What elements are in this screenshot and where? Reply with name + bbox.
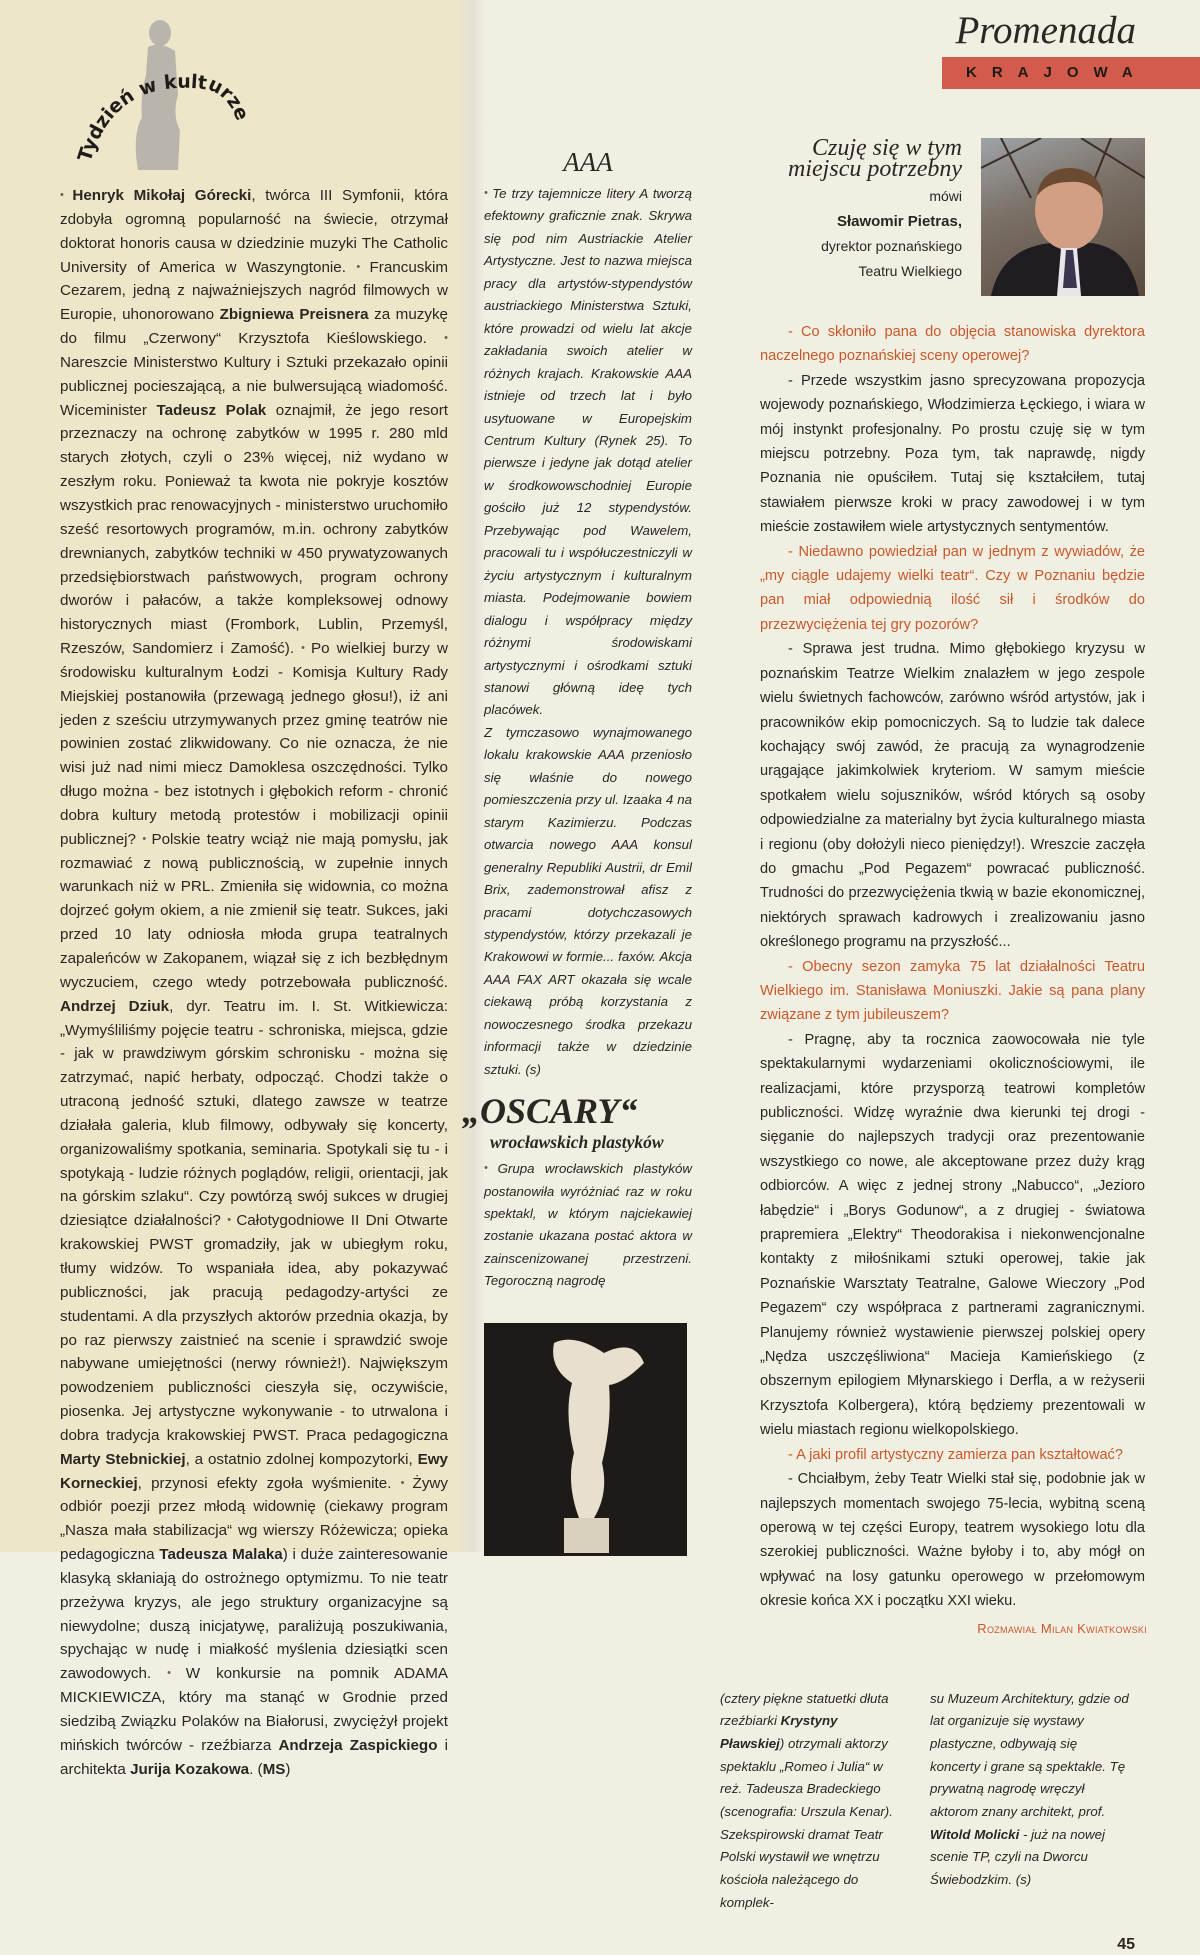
oscary-continuation xyxy=(720,1688,1145,1915)
text-run: - już na nowej scenie TP, czyli na Dworcu Świebodzkim. (s) xyxy=(930,1826,1106,1888)
bold-name: Zbigniewa Preisnera xyxy=(219,306,369,324)
interview-header xyxy=(762,135,962,296)
text-run: za muzykę do filmu „Czerwony“ Krzysztofa Kieślowskiego. xyxy=(60,306,448,348)
text-run: , przynosi efekty zgoła wyśmienite. xyxy=(137,1474,401,1492)
text-run: Grupa wrocławskich plastyków postanowiła wyróżniać raz w roku spektakl, w którym najciekawiej zostanie ukazana postać aktora w zainscenizowanej przestrzeni. Tegoroczną nagrodę xyxy=(484,1161,692,1289)
interview-question: - Niedawno powiedział pan w jednym z wywiadów, że „my ciągle udajemy wielki teatr“. Czy w Poznaniu będzie pan miał odpowiednią ilość sił i środków do przezwyciężenia tej gry pozorów? xyxy=(760,543,1145,633)
interview-byline: Rozmawiał Milan Kwiatkowski xyxy=(977,1620,1147,1636)
news-column xyxy=(60,184,448,1782)
text-run: ) otrzymali aktorzy spektaklu „Romeo i Julia“ w reż. Tadeusza Bradeckiego (scenografia: Urszula Kenar). Szekspirowski dramat Teatr Polski wystawił we wnętrzu kościoła należącego do komplek- xyxy=(720,1735,893,1910)
bold-name: Witold Molicki xyxy=(930,1826,1020,1842)
interview-answer: - Przede wszystkim jasno sprecyzowana propozycja wojewody poznańskiego, Włodzimierza Łęckiego, i wiara w mój instynkt profesjonalny. Po prostu czuję się w tym miejscu potrzebny. Poza tym, tak naprawdę, nigdy Poznania nie opuściłem. Tutaj się kształciłem, tutaj stawiałem pierwsze kroki w pracy zawodowej i w tym mieście zostawiłem wiele artystycznych sentymentów. xyxy=(760,372,1145,536)
bold-name: Jurija Kozakowa xyxy=(130,1760,250,1778)
text-run: . ( xyxy=(249,1760,263,1778)
bullet-icon: • xyxy=(484,187,493,199)
text-run: Po wielkiej burzy w środowisku kulturalnym Łodzi - Komisja Kultury Rady Miejskiej postanowiła (przewagą jednego głosu!), iż ani jeden z sześciu utrzymywanych przez gminę teatrów nie powinien zostać zlikwidowany. Co nie oznacza, że nie wisi już nad nimi miecz Damoklesa oszczędności. Tylko długo można - bez istotnych i głębokich reform - chronić dobra kultury metodą protestów i mobilizacji opinii publicznej? xyxy=(60,640,448,848)
bullet-icon: • xyxy=(301,642,311,655)
bullet-icon: • xyxy=(444,332,448,345)
page-number: 45 xyxy=(1117,1935,1135,1953)
text-run: Z tymczasowo wynajmowanego lokalu krakowskie AAA przeniosło się właśnie do nowego pomieszczenia przy ul. Izaaka 4 na starym Kazimierzu. Podczas otwarcia nowego AAA konsul generalny Republiki Austrii, dr Emil Brix, zademonstrował afisz z pracami dotychczasowych stypendystów, którzy przekazali je Krakowowi w formie... faxów. Akcja AAA FAX ART okazała się wcale ciekawą próbą korzystania z nowoczesnego środka przekazu informacji także w dziedzinie sztuki. (s) xyxy=(484,724,692,1077)
text-run: , a ostatnio zdolnej kompozytorki, xyxy=(185,1450,418,1468)
interview-answer: - Chciałbym, żeby Teatr Wielki stał się, podobnie jak w najlepszych momentach swojego 75-lecia, wybitną sceną operową w tej części Europy, teatrem wysokiego lotu dla szerokiej publiczności. Ważne byłoby i to, aby mógł on wpływać na losy gatunku operowego w przełomowym okresie końca XX i początku XXI wieku. xyxy=(760,1471,1145,1610)
bullet-icon: • xyxy=(484,1162,498,1175)
interview-says: mówi xyxy=(929,188,962,204)
interviewee-role-1: dyrektor poznańskiego xyxy=(821,238,962,254)
section-subtitle-bar xyxy=(942,57,1200,89)
oscary-subheading: wrocławskich plastyków xyxy=(490,1132,664,1153)
text-run: Francuskim Cezarem, jedną z najważniejszych nagród filmowych w Europie, uhonorowano xyxy=(60,258,448,324)
sculpture-photo xyxy=(484,1323,687,1556)
interview-question: - Co skłoniło pana do objęcia stanowiska dyrektora naczelnego poznańskiej sceny operowej? xyxy=(760,324,1145,365)
interview-header-row xyxy=(720,135,1145,296)
text-run: Całotygodniowe II Dni Otwarte krakowskiej PWST gromadziły, jak w ubiegłym roku, tłumy widzów. To wspaniała idea, aby pokazywać publiczności, jak pracują pedagodzy-artyści ze studentami. A dla przyszłych aktorów przednia okazja, by po raz pierwszy zaistnieć na scenie i sprawdzić swoje nabywane umiejętności (nerwy również!). Największym powodzeniem publiczności cieszyła się, oczywiście, piosenka. Jej artystyczne wykonywanie - to utrwalona i dobra tradycja krakowskiej PWST. Praca pedagogiczna xyxy=(60,1212,448,1444)
bullet-icon: • xyxy=(400,1476,413,1489)
text-run: ) xyxy=(285,1760,291,1778)
column-logo-text: Tydzień w kulturze xyxy=(73,70,254,165)
paragraph xyxy=(484,182,692,722)
bullet-icon: • xyxy=(167,1667,186,1680)
section-title: Promenada xyxy=(955,9,1136,52)
interview-body xyxy=(760,320,1145,1614)
bullet-icon: • xyxy=(227,1214,237,1227)
text-run: (cztery piękne statuetki dłuta rzeźbiarki xyxy=(720,1690,889,1729)
right-column xyxy=(720,135,1147,1955)
oscary-continuation-2 xyxy=(930,1688,1130,1915)
interview-answer: - Sprawa jest trudna. Mimo głębokiego kryzysu w poznańskim Teatrze Wielkim znalazłem w jego zespole wielu świetnych fachowców, zarówno wśród artystów, jak i pracowników ekip pomocniczych. Są to ludzie tak dalece kochający swój zawód, że pracują za wynagrodzenie urągające jakimkolwiek kryteriom. W samym mieście spotkałem wielu sojuszników, wśród których są osoby odpowiedzialne za materialny byt życia kulturalnego miasta i regionu (oby dołożyli nieco pieniędzy!). Wreszcie zaczęła do gmachu „Pod Pegazem“ powracać publiczność. Trudności do przezwyciężenia tkwią w bazie ekonomicznej, niektórych sprawach kadrowych i zrealizowaniu jasno określonego programu na przyszłość... xyxy=(760,641,1145,951)
bold-name: Krystyny Pławskiej xyxy=(720,1713,838,1751)
page-gutter xyxy=(455,0,485,1552)
oscary-article xyxy=(484,1157,692,1293)
paragraph xyxy=(60,184,448,1782)
text-run: ) i duże zainteresowanie klasyką skłaniają do ostrożnego optymizmu. To nie teatr przeżywa kryzys, ale jego struktury organizacyjne są niewydolne; duszą inicjatywę, paraliżują poszukiwania, spychając w nudę i miałkość myślenia dziesiątki scen zawodowych. xyxy=(60,1546,448,1683)
aaa-article xyxy=(484,182,692,1081)
bold-name: Tadeusza Malaka xyxy=(159,1546,283,1564)
text-run: , twórca III Symfonii, która zdobyła ogromną popularność na świecie, otrzymał doktorat honoris causa w dziedzinie muzyki The Catholic University of America w Waszyngtonie. xyxy=(60,187,448,276)
bold-name: Ewy Korneckiej xyxy=(60,1450,448,1492)
bold-name: Tadeusz Polak xyxy=(156,401,267,419)
bullet-icon: • xyxy=(142,832,152,845)
interview-answer: - Pragnę, aby ta rocznica zaowocowała nie tyle spektakularnymi wydarzeniami okolicznościowymi, ile realizacjami, które przysporzą teatrowi kompletów publiczności. Widzę wyraźnie dwa kierunki tej drogi - sięganie do najlepszych tradycji oraz prezentowanie wszystkiego co nowe, ale akceptowane przez duży krąg odbiorców. A więc z jednej strony „Nabucco“, „Jezioro łabędzie“ i „Borys Godunow“, a z drugiej - światowa prapremiera „Elektry“ Theodorakisa i niekonwencjonalne kontakty z miłośnikami sztuki operowej, takie jak Poznańskie Warsztaty Teatralne, Galowe Wieczory „Pod Pegazem“ czy współpraca z partnerami zagranicznymi. Planujemy również wystawienie pierwszej polskiej opery „Nędza uszczęśliwiona“ Macieja Kamieńskiego (z obszernym epilogiem Młynarskiego i Derfla, a w reżyserii Krzysztofa Kolbergera), którą będziemy prezentowali w wielu miastach regionu wielkopolskiego. xyxy=(760,1031,1145,1439)
text-run: su Muzeum Architektury, gdzie od lat organizuje się wystawy plastyczne, odbywają się koncerty i grane są spektakle. Tę prywatną nagrodę wręczył aktorom znany architekt, prof. xyxy=(930,1690,1129,1820)
text-run: i architekta xyxy=(60,1736,449,1778)
text-run: W konkursie na pomnik ADAMA MICKIEWICZA, który ma stanąć w Grodnie przed siedzibą Związku Polaków na Białorusi, zwyciężył projekt mińskich twórców - rzeźbiarza xyxy=(60,1665,448,1754)
paragraph xyxy=(720,1688,905,1915)
bold-name: Marty Stebnickiej xyxy=(60,1450,186,1468)
middle-column xyxy=(462,146,692,1556)
oscary-continuation-1 xyxy=(720,1688,905,1915)
interview-question: - Obecny sezon zamyka 75 lat działalności Teatru Wielkiego im. Stanisława Moniuszki. Jakie są pana plany związane z tym jubileuszem? xyxy=(760,958,1145,1024)
bold-name: Andrzej Dziuk xyxy=(60,997,170,1015)
bullet-icon: • xyxy=(356,260,370,273)
bullet-icon: • xyxy=(60,189,73,201)
paragraph xyxy=(930,1688,1130,1892)
bold-name: Henryk Mikołaj Górecki xyxy=(72,187,252,204)
text-run: Żywy odbiór poezji przez młodą widownię (ciekawy program „Nasza mała stabilizacja“ wg wierszy Różewicza; opieka pedagogiczna xyxy=(60,1474,448,1564)
text-run: Te trzy tajemnicze litery A tworzą efektowny graficznie znak. Skrywa się pod nim Austriackie Atelier Artystyczne. Jest to nazwa miejsca pracy dla artystów-stypendystów austriackiego Ministerstwa Sztuki, które prowadzi od wielu lat akcje zakładania swoich atelier w różnych krajach. Krakowskie AAA istnieje od trzech lat i było usytuowane w Europejskim Centrum Kultury (Rynek 25). To pierwsze i jedyne jak dotąd atelier w środkowowschodniej Europie gościło już 12 stypendystów. Przebywając pod Wawelem, pracowali tu i współuczestniczyli w życiu artystycznym i kulturalnym miasta. Podejmowanie bowiem dialogu i współpracy między różnymi środowiskami artystycznymi i ośrodkami sztuki stanowi główną ideę tych placówek. xyxy=(484,186,692,718)
text-run: , dyr. Teatru im. I. St. Witkiewicza: „Wymyśliliśmy pojęcie teatru - schroniska, miejsca, gdzie - jak w prawdziwym górskim schronisku - można się zatrzymać, napić herbaty, odpocząć. Chodzi także o utraconą jedność sztuki, dlatego zawsze w teatrze działała galeria, klub filmowy, odbywały się koncerty, organizowaliśmy spotkania, seminaria. Spotykali się tu - i spotykają - ludzie różnych poglądów, religii, orientacji, jak na górskim szlaku“. Czy powtórzą swój sukces w drugiej dziesiątce działalności? xyxy=(60,997,448,1230)
text-run: Nareszcie Ministerstwo Kultury i Sztuki przekazało opinii publicznej pocieszającą, a nie bulwersującą wiadomość. Wiceminister xyxy=(60,353,448,419)
interviewee-name: Sławomir Pietras, xyxy=(836,213,962,230)
aaa-heading: AAA xyxy=(563,147,613,177)
interview-headline: Czuję się w tym miejscu potrzebny xyxy=(788,135,962,182)
oscary-heading: „OSCARY“ xyxy=(462,1091,638,1132)
interviewee-portrait xyxy=(981,138,1145,296)
interview-question: - A jaki profil artystyczny zamierza pan kształtować? xyxy=(788,1446,1123,1463)
paragraph xyxy=(484,1157,692,1293)
column-logo xyxy=(60,5,260,175)
interviewee-role-2: Teatru Wielkiego xyxy=(858,263,962,279)
text-run: Polskie teatry wciąż nie mają pomysłu, jak rozmawiać z nową publicznością, w zupełnie innych warunkach niż w PRL. Zmieniła się widownia, co można dojrzeć gołym okiem, a nie zmienił się teatr. Sukces, jaki przed 10 laty odniosła młoda grupa teatralnych zapaleńców w Zakopanem, wiązał się z ich bezbłędnym wyczuciem, czego wtedy potrzebowała publiczność. xyxy=(60,830,448,991)
section-subtitle: KRAJOWA xyxy=(966,64,1148,81)
bold-name: Andrzeja Zaspickiego xyxy=(278,1736,438,1754)
paragraph xyxy=(484,722,692,1081)
bold-name: MS xyxy=(262,1760,286,1778)
text-run: oznajmił, że jego resort przeznaczy na ochronę zabytków w 1995 r. 280 mld starych złotych, czyli o 23% więcej, niż wydano w zeszłym roku. Ponieważ ta kwota nie pokryje kosztów wszystkich prac renowacyjnych - ministerstwo uruchomiło sześć resortowych programów, m.in. ochrony zabytków drewnianych, zabytków techniki w 450 prywatyzowanych przedsiębiorstwach państwowych, program ochrony dworów i pałaców, a także kompleksowej odnowy historycznych miast (Frombork, Lublin, Przemyśl, Rzeszów, Sandomierz i Zamość). xyxy=(60,401,448,658)
